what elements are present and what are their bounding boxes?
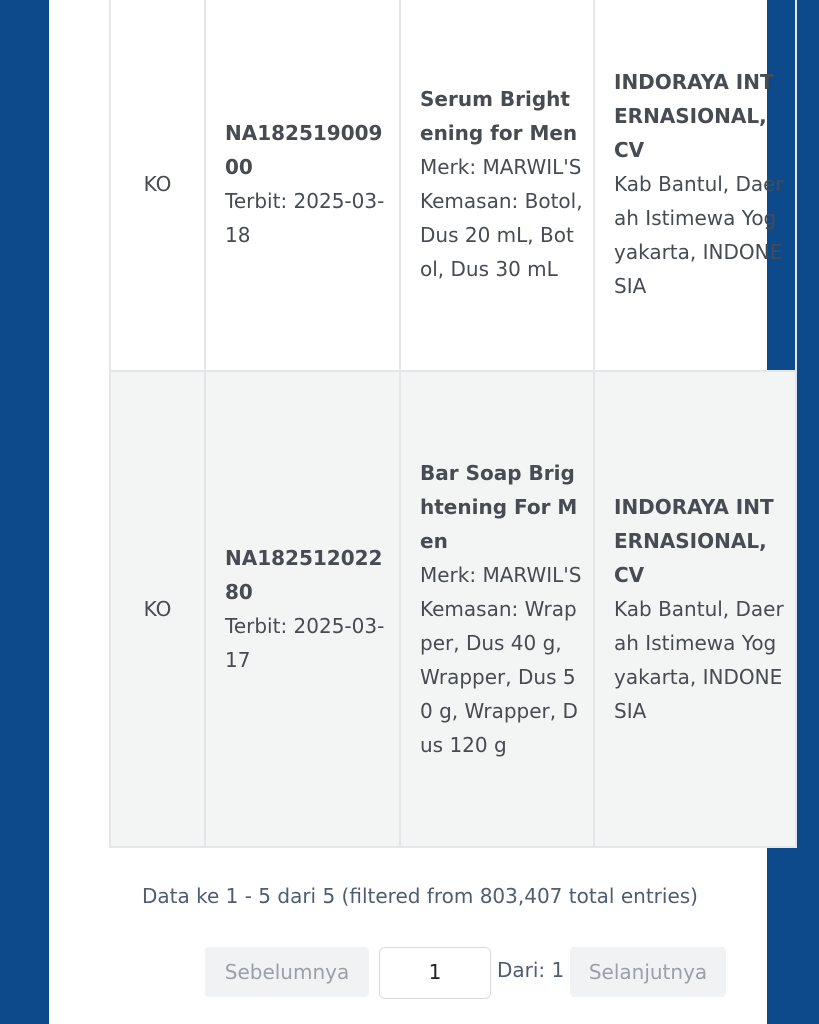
product-name: Bar Soap Brightening For Men bbox=[420, 461, 578, 553]
type-cell: KO bbox=[110, 371, 205, 847]
product-brand: Merk: MARWIL'S bbox=[420, 155, 582, 179]
previous-page-button[interactable]: Sebelumnya bbox=[205, 947, 369, 997]
issued-date: Terbit: 2025-03-17 bbox=[225, 614, 385, 672]
table-info-text: Data ke 1 - 5 dari 5 (filtered from 803,407 total entries) bbox=[142, 884, 698, 908]
company-name: INDORAYA INTERNASIONAL, CV bbox=[614, 70, 774, 162]
company-address: Kab Bantul, Daerah Istimewa Yogyakarta, INDONESIA bbox=[614, 172, 784, 298]
product-name: Serum Brightening for Men bbox=[420, 87, 578, 145]
issued-date: Terbit: 2025-03-18 bbox=[225, 189, 385, 247]
product-cell bbox=[400, 0, 594, 371]
registration-number: NA18251202280 bbox=[225, 546, 383, 604]
table-row bbox=[110, 371, 796, 847]
product-brand: Merk: MARWIL'S bbox=[420, 563, 582, 587]
company-address: Kab Bantul, Daerah Istimewa Yogyakarta, INDONESIA bbox=[614, 597, 784, 723]
type-cell: KO bbox=[110, 0, 205, 371]
company-name: INDORAYA INTERNASIONAL, CV bbox=[614, 495, 774, 587]
registration-cell bbox=[205, 371, 400, 847]
next-page-button[interactable]: Selanjutnya bbox=[570, 947, 726, 997]
total-pages-label: Dari: 1 bbox=[497, 958, 565, 982]
product-packaging: Kemasan: Wrapper, Dus 40 g, Wrapper, Dus 50 g, Wrapper, Dus 120 g bbox=[420, 597, 578, 757]
registration-cell bbox=[205, 0, 400, 371]
page-number-input[interactable]: 1 bbox=[379, 947, 491, 999]
company-cell bbox=[594, 371, 796, 847]
product-packaging: Kemasan: Botol, Dus 20 mL, Botol, Dus 30 mL bbox=[420, 189, 583, 281]
product-cell bbox=[400, 371, 594, 847]
registration-number: NA18251900900 bbox=[225, 121, 383, 179]
table-row bbox=[110, 0, 796, 371]
company-cell bbox=[594, 0, 796, 371]
results-table bbox=[109, 0, 797, 848]
